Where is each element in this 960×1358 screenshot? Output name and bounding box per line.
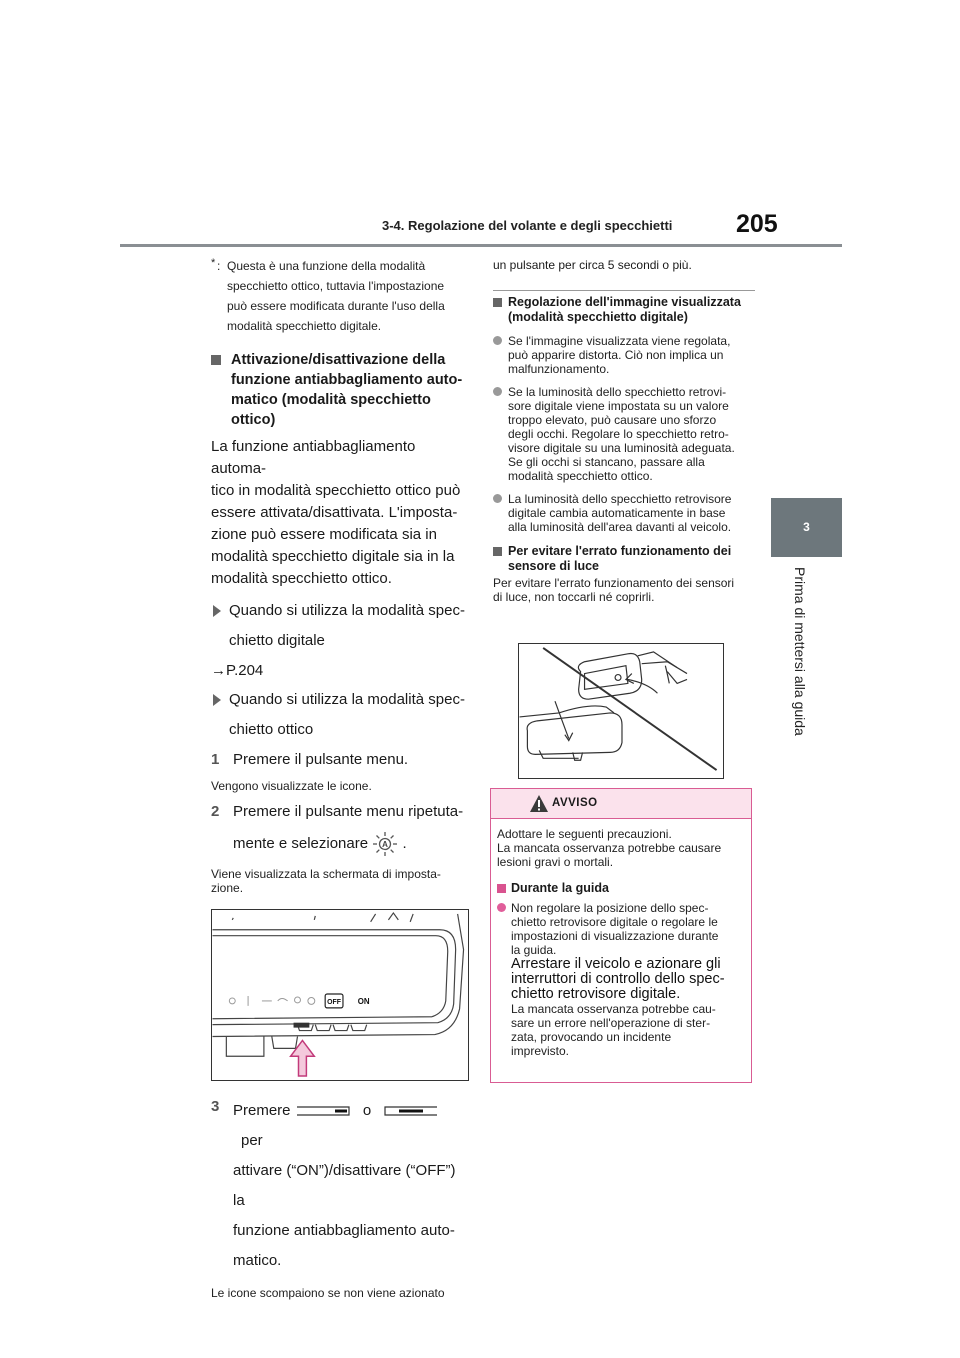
header-divider — [120, 244, 842, 247]
heading-line: (modalità specchietto digitale) — [508, 310, 688, 324]
bullet-line: chietto retrovisore digitale o regolare le — [511, 915, 718, 929]
page-reference-link[interactable]: →P.204 — [211, 662, 264, 679]
step-number: 3 — [211, 1098, 220, 1115]
footnote-marker: * — [211, 257, 216, 269]
circle-bullet-icon — [493, 387, 502, 396]
footnote-colon: : — [217, 259, 221, 273]
bullet-line: troppo elevato, può causare uno sforzo — [508, 413, 717, 427]
triangle-bullet-icon — [213, 605, 221, 617]
bullet-line: La luminosità dello specchietto retrovisore — [508, 492, 732, 506]
footnote-line: può essere modificata durante l'uso della — [227, 299, 445, 313]
step-text: Premere — [233, 1102, 291, 1119]
step-3 — [211, 1096, 471, 1276]
footnote — [211, 256, 471, 336]
intro-line: tico in modalità specchietto ottico può — [211, 482, 461, 499]
intro-line: essere attivata/disattivata. L'imposta- — [211, 504, 458, 521]
bullet-line: malfunzionamento. — [508, 362, 610, 376]
heading-line: sensore di luce — [508, 559, 600, 573]
chapter-title: Prima di mettersi alla guida — [792, 567, 808, 736]
intro-line: La funzione antiabbagliamento automa- — [211, 438, 416, 477]
bullet-line: Se gli occhi si stancano, passare alla — [508, 455, 705, 469]
bullet-line: sore digitale viene impostata su un valore — [508, 399, 729, 413]
circle-bullet-icon — [493, 336, 502, 345]
heading-line: Attivazione/disattivazione della — [231, 352, 446, 368]
step-text: Premere il pulsante menu. — [233, 751, 409, 768]
step-text: mente e selezionare — [233, 835, 369, 852]
step-number: 1 — [211, 751, 220, 768]
intro-paragraph — [211, 436, 471, 590]
bullet-line: Se l'immagine visualizzata viene regolata, — [508, 334, 731, 348]
circle-bullet-icon — [497, 903, 506, 912]
case-line: Quando si utilizza la modalità spec- — [229, 691, 465, 708]
footnote-line: modalità specchietto digitale. — [227, 319, 382, 333]
step-number: 2 — [211, 803, 220, 820]
subheading-text: Durante la guida — [511, 881, 609, 895]
warning-body — [491, 819, 751, 1058]
step-text-line2 — [233, 829, 471, 859]
heading-line: Regolazione dell'immagine visualizzata — [508, 295, 741, 309]
heading-line: Per evitare l'errato funzionamento dei — [508, 544, 732, 558]
emphasis-line: chietto retrovisore digitale. — [511, 986, 681, 1002]
chapter-tab — [771, 498, 842, 557]
right-column — [493, 256, 755, 604]
left-button-icon — [295, 1104, 351, 1118]
heading-line: funzione antiabbagliamento auto- — [231, 372, 463, 388]
mirror-sensor-illustration — [518, 643, 724, 779]
on-label: ON — [357, 996, 370, 1006]
emphasis-line: Arrestare il veicolo e azionare gli — [511, 956, 721, 972]
triangle-bullet-icon — [213, 694, 221, 706]
page-number: 205 — [736, 210, 778, 238]
section-divider — [493, 290, 755, 291]
text-line: Per evitare l'errato funzionamento dei sensori — [493, 576, 735, 590]
step-text: . — [402, 835, 407, 852]
bullet-line: visore digitale su una luminosità adeguata. — [508, 441, 735, 455]
circle-bullet-icon — [493, 494, 502, 503]
paragraph — [493, 576, 755, 604]
bullet-line: Se la luminosità dello specchietto retrovi- — [508, 385, 727, 399]
square-bullet-icon — [497, 884, 506, 893]
continued-text: un pulsante per circa 5 secondi o più. — [493, 258, 692, 272]
warning-subheading — [497, 881, 745, 895]
case-line: chietto digitale — [229, 632, 325, 649]
intro-line: modalità specchietto digitale sia in la — [211, 548, 455, 565]
bullet-line: impostazioni di visualizzazione durante — [511, 929, 719, 943]
warning-title: AVVISO — [552, 797, 598, 809]
note-line: zione. — [211, 881, 244, 895]
square-bullet-icon — [493, 547, 502, 556]
bullet-line: alla luminosità dell'area davanti al veicolo. — [508, 520, 732, 534]
intro-line: zione può essere modificata sia in — [211, 526, 437, 543]
intro-line: La mancata osservanza potrebbe causare — [497, 841, 722, 855]
note-line: Viene visualizzata la schermata di imposta- — [211, 867, 441, 881]
bullet-line: la guida. — [511, 943, 557, 957]
bullet-line: digitale cambia automaticamente in base — [508, 506, 726, 520]
step-text-line1 — [233, 1096, 471, 1156]
intro-line: Adottare le seguenti precauzioni. — [497, 827, 672, 841]
mirror-menu-illustration — [211, 909, 469, 1081]
step-note: Le icone scompaiono se non viene azionato — [211, 1286, 445, 1300]
right-button-icon — [383, 1104, 439, 1118]
step-text: matico. — [233, 1252, 282, 1269]
tail-line: La mancata osservanza potrebbe cau- — [511, 1002, 716, 1016]
auto-dimming-icon — [372, 831, 398, 857]
case-line: Quando si utilizza la modalità spec- — [229, 602, 465, 619]
step-2 — [211, 801, 471, 859]
bullet-line: degli occhi. Regolare lo specchietto retro- — [508, 427, 729, 441]
section-heading — [493, 544, 755, 574]
tail-line: imprevisto. — [511, 1044, 570, 1058]
footnote-line: specchietto ottico, tuttavia l'impostazione — [227, 279, 445, 293]
step-text: o — [362, 1102, 372, 1119]
square-bullet-icon — [211, 355, 221, 365]
step-1 — [211, 749, 471, 771]
warning-item — [497, 901, 745, 1058]
bullet-line: modalità specchietto ottico. — [508, 469, 653, 483]
warning-triangle-icon — [529, 794, 549, 813]
step-text: attivare (“ON”)/disattivare (“OFF”) la — [233, 1162, 456, 1209]
step-note — [211, 867, 471, 895]
case-optical-mode — [211, 689, 471, 741]
list-item — [493, 334, 755, 376]
left-column — [211, 256, 471, 1300]
emphasis-line: interruttori di controllo dello spec- — [511, 971, 725, 987]
list-item — [493, 385, 755, 483]
section-heading — [493, 295, 755, 325]
svg-text:A: A — [382, 840, 389, 850]
case-digital-mode — [211, 600, 471, 652]
heading-line: ottico) — [231, 412, 276, 428]
bullet-line: Non regolare la posizione dello spec- — [511, 901, 709, 915]
step-text: per — [241, 1132, 263, 1149]
intro-line: lesioni gravi o mortali. — [497, 855, 614, 869]
intro-line: modalità specchietto ottico. — [211, 570, 392, 587]
step-text: Premere il pulsante menu ripetuta- — [233, 803, 464, 820]
chapter-number: 3 — [803, 520, 810, 534]
text-line: di luce, non toccarli né coprirli. — [493, 590, 655, 604]
warning-header — [491, 789, 751, 819]
warning-box — [490, 788, 752, 1083]
tail-line: sare un errore nell'operazione di ster- — [511, 1016, 711, 1030]
tail-line: zata, provocando un incidente — [511, 1030, 672, 1044]
square-bullet-icon — [493, 298, 502, 307]
case-line: chietto ottico — [229, 721, 314, 738]
list-item — [493, 492, 755, 534]
section-title: 3-4. Regolazione del volante e degli specchietti — [382, 218, 673, 233]
bullet-line: può apparire distorta. Ciò non implica un — [508, 348, 724, 362]
footnote-line: Questa è una funzione della modalità — [227, 259, 426, 273]
warning-intro — [497, 827, 745, 869]
heading-line: matico (modalità specchietto — [231, 392, 431, 408]
step-text: funzione antiabbagliamento auto- — [233, 1222, 455, 1239]
section-heading — [211, 350, 471, 430]
off-label: OFF — [327, 998, 341, 1006]
step-note: Vengono visualizzate le icone. — [211, 779, 372, 793]
